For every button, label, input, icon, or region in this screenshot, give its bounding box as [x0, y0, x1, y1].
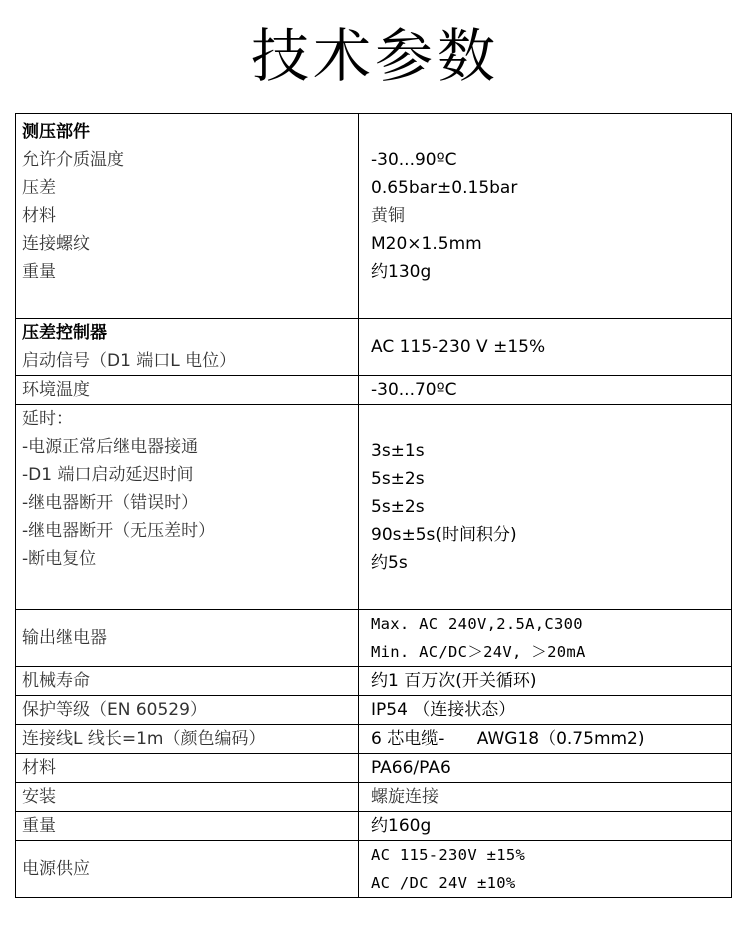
page-title: 技术参数: [250, 22, 499, 90]
sensor-heading: 测压部件: [22, 122, 90, 142]
table-row: [16, 667, 732, 696]
table-row-sensor: [16, 114, 732, 319]
ambient-value: -30...70ºC: [371, 380, 457, 400]
controller-value-cell: [359, 319, 732, 376]
ambient-label: 环境温度: [22, 380, 90, 400]
relay-value: Min. AC/DC＞24V, ＞20mA: [371, 643, 586, 661]
relay-label: 输出继电器: [22, 628, 107, 648]
controller-label-cell: [16, 319, 359, 376]
power-label-cell: [16, 841, 359, 898]
power-value: AC /DC 24V ±10%: [371, 874, 516, 892]
sensor-value: 黄铜: [371, 206, 405, 226]
delay-value: 约5s: [371, 553, 408, 573]
relay-label-cell: [16, 610, 359, 667]
row-label-cell: [16, 725, 359, 754]
row-value-cell: [359, 696, 732, 725]
delay-value: 5s±2s: [371, 469, 425, 489]
start-signal-value: AC 115-230 V ±15%: [371, 337, 546, 357]
table-row-power: [16, 841, 732, 898]
delay-label-cell: [16, 405, 359, 610]
table-row-relay: [16, 610, 732, 667]
delay-label: -电源正常后继电器接通: [22, 437, 199, 457]
row-value-cell: [359, 725, 732, 754]
relay-value-cell: [359, 610, 732, 667]
row-label-cell: [16, 783, 359, 812]
delay-value: 3s±1s: [371, 441, 425, 461]
table-row-ambient: [16, 376, 732, 405]
row-value-cell: [359, 667, 732, 696]
delay-label: -继电器断开（无压差时）: [22, 521, 216, 541]
sensor-label-cell: [16, 114, 359, 319]
row-label: 安装: [22, 787, 56, 807]
relay-value: Max. AC 240V,2.5A,C300: [371, 615, 583, 633]
sensor-value: -30...90ºC: [371, 150, 457, 170]
power-value: AC 115-230V ±15%: [371, 846, 526, 864]
table-row: [16, 754, 732, 783]
table-row-delay: [16, 405, 732, 610]
ambient-value-cell: [359, 376, 732, 405]
spec-table: [15, 113, 732, 898]
row-label: 重量: [22, 816, 56, 836]
sensor-label: 允许介质温度: [22, 150, 124, 170]
delay-label: -D1 端口启动延迟时间: [22, 465, 194, 485]
ambient-label-cell: [16, 376, 359, 405]
delay-value-cell: [359, 405, 732, 610]
power-value-cell: [359, 841, 732, 898]
table-row: [16, 696, 732, 725]
row-label-cell: [16, 812, 359, 841]
sensor-value: M20×1.5mm: [371, 234, 482, 254]
row-label: 保护等级（EN 60529）: [22, 700, 207, 720]
sensor-value: 0.65bar±0.15bar: [371, 178, 518, 198]
row-value-cell: [359, 812, 732, 841]
power-label: 电源供应: [22, 859, 90, 879]
row-label: 机械寿命: [22, 671, 90, 691]
row-value-cell: [359, 754, 732, 783]
row-label-cell: [16, 667, 359, 696]
row-label: 材料: [22, 758, 56, 778]
row-value: 约160g: [371, 816, 432, 836]
sensor-label: 压差: [22, 178, 56, 198]
row-label: 连接线L 线长=1m（颜色编码）: [22, 729, 266, 749]
sensor-value: 约130g: [371, 262, 432, 282]
row-value: PA66/PA6: [371, 758, 451, 778]
sensor-label: 重量: [22, 262, 56, 282]
row-label-cell: [16, 754, 359, 783]
sensor-value-cell: [359, 114, 732, 319]
delay-label: -断电复位: [22, 549, 97, 569]
delay-value: 5s±2s: [371, 497, 425, 517]
delay-value: 90s±5s(时间积分): [371, 525, 517, 545]
table-row: [16, 725, 732, 754]
row-value: IP54 （连接状态）: [371, 700, 516, 720]
delay-label: -继电器断开（错误时）: [22, 493, 199, 513]
row-value: 螺旋连接: [371, 787, 439, 807]
table-row: [16, 812, 732, 841]
row-label-cell: [16, 696, 359, 725]
start-signal-label: 启动信号（D1 端口L 电位）: [22, 351, 237, 371]
controller-heading: 压差控制器: [22, 323, 107, 343]
sensor-label: 连接螺纹: [22, 234, 90, 254]
row-value: 6 芯电缆- AWG18（0.75mm2): [371, 729, 645, 749]
row-value: 约1 百万次(开关循环): [371, 671, 537, 691]
row-value-cell: [359, 783, 732, 812]
table-row-controller: [16, 319, 732, 376]
sensor-label: 材料: [22, 206, 56, 226]
table-row: [16, 783, 732, 812]
delay-heading: 延时：: [22, 409, 73, 429]
